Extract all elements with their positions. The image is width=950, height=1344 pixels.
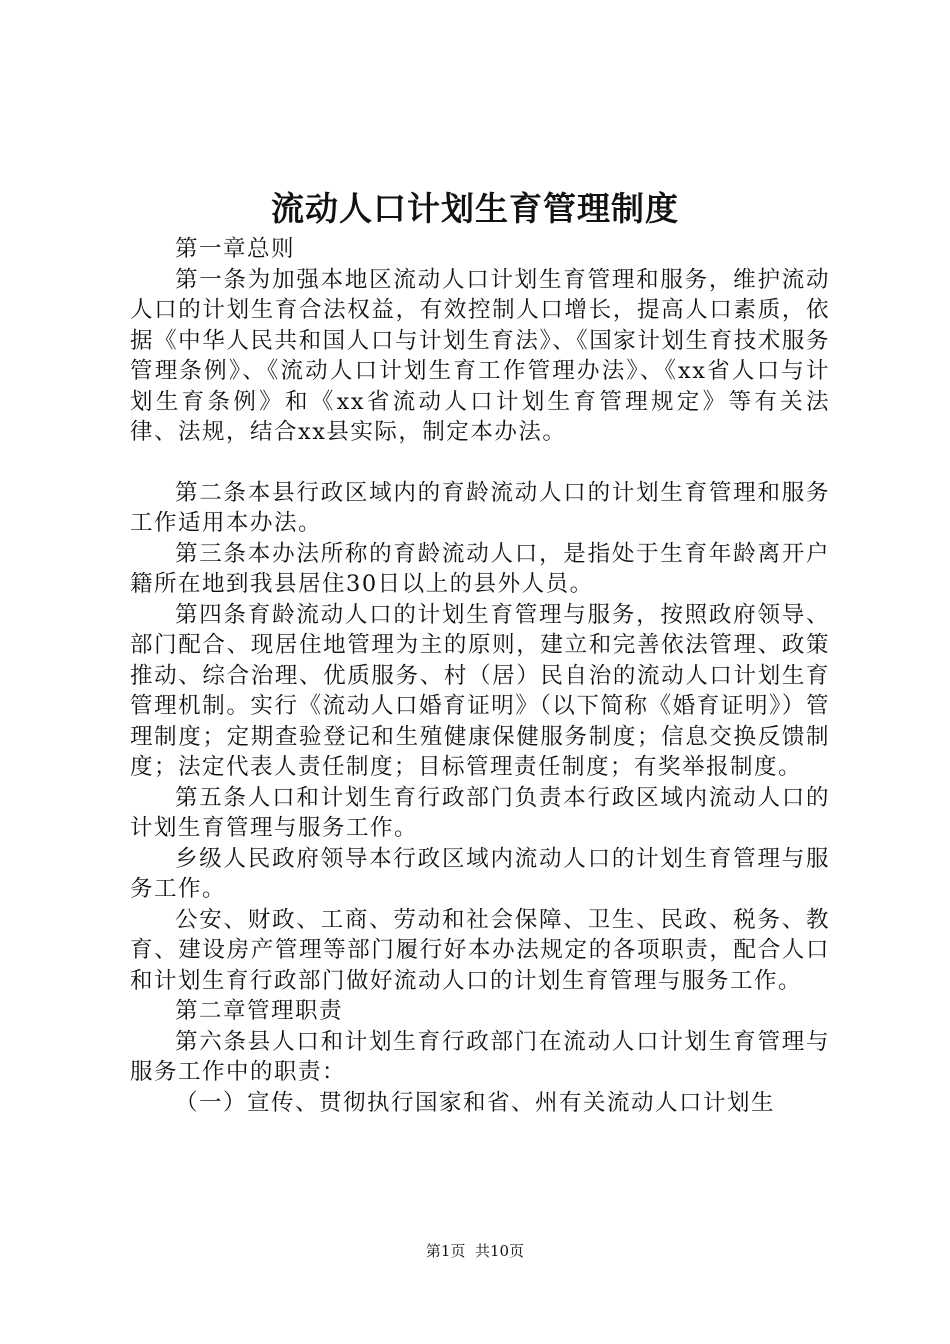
paragraph: （一）宣传、贯彻执行国家和省、州有关流动人口计划生 (175, 1089, 776, 1116)
paragraph: 第五条人口和计划生育行政部门负责本行政区域内流动人口的计划生育管理与服务工作。 (130, 784, 830, 841)
paragraph: 第三条本办法所称的育龄流动人口，是指处于生育年龄离开户籍所在地到我县居住30日以上的县外人员。 (130, 540, 830, 597)
paragraph: 第二条本县行政区域内的育龄流动人口的计划生育管理和服务工作适用本办法。 (130, 479, 830, 536)
document-title: 流动人口计划生育管理制度 (271, 189, 679, 228)
paragraph: 第六条县人口和计划生育行政部门在流动人口计划生育管理与服务工作中的职责： (130, 1028, 830, 1085)
paragraph: 第四条育龄流动人口的计划生育管理与服务，按照政府领导、部门配合、现居住地管理为主的原则，建立和完善依法管理、政策推动、综合治理、优质服务、村（居）民自治的流动人口计划生育管理机制。实行《流动人口婚育证明》（以下简称《婚育证明》）管理制度；定期查验登记和生殖健康保健服务制度；信息交换反馈制度；法定代表人责任制度；目标管理责任制度；有奖举报制度。 (130, 601, 830, 780)
chapter-heading: 第二章管理职责 (175, 998, 344, 1024)
chapter-heading: 第一章总则 (175, 236, 296, 262)
paragraph: 乡级人民政府领导本行政区域内流动人口的计划生育管理与服务工作。 (130, 845, 830, 902)
paragraph: 第一条为加强本地区流动人口计划生育管理和服务，维护流动人口的计划生育合法权益，有效控制人口增长，提高人口素质，依据《中华人民共和国人口与计划生育法》、《国家计划生育技术服务管理条例》、《流动人口计划生育工作管理办法》、《xx省人口与计划生育条例》和《xx省流动人口计划生育管理规定》等有关法律、法规，结合xx县实际，制定本办法。 (130, 266, 830, 445)
page-footer: 第1页 共10页 (425, 1242, 525, 1260)
document-body (130, 234, 830, 1118)
paragraph: 公安、财政、工商、劳动和社会保障、卫生、民政、税务、教育、建设房产管理等部门履行好本办法规定的各项职责，配合人口和计划生育行政部门做好流动人口的计划生育管理与服务工作。 (130, 906, 830, 994)
